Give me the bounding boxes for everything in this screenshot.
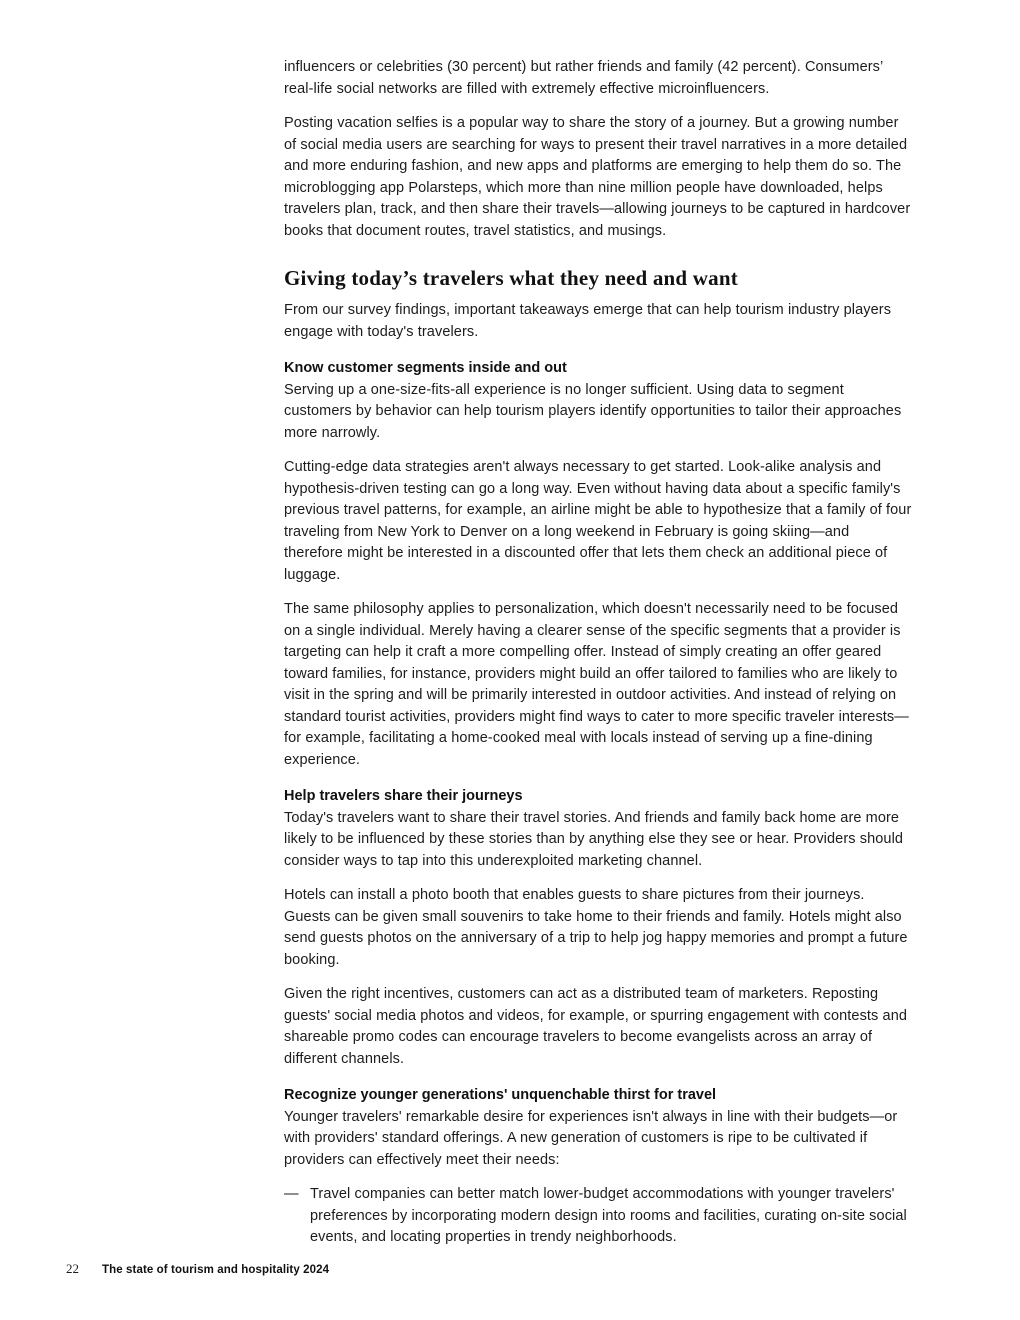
section-heading: Giving today’s travelers what they need and want (284, 266, 738, 290)
page-footer (66, 1261, 329, 1277)
subheading-recognize-younger-generations: Recognize younger generations' unquenchable thirst for travel (284, 1087, 717, 1103)
paragraph: Today's travelers want to share their travel stories. And friends and family back home are more likely to be influenced by these stories than by anything else they see or hear. Providers should consider ways to tap into this underexploited marketing channel. (284, 809, 904, 869)
paragraph: Younger travelers' remarkable desire for experiences isn't always in line with their budgets—or with providers' standard offerings. A new generation of customers is ripe to be cultivated if providers can effectively meet their needs: (284, 1108, 898, 1168)
list-item (284, 1184, 912, 1249)
subheading-know-customer-segments: Know customer segments inside and out (284, 360, 567, 376)
paragraph: Cutting-edge data strategies aren't always necessary to get started. Look-alike analysis and hypothesis-driven testing can go a long way. Even without having data about a specific family's previous travel patterns, for example, an airline might be able to hypothesize that a family of four traveling from New York to Denver on a long weekend in February is going skiing—and therefore might be interested in a discounted offer that lets them check an additional piece of luggage. (284, 459, 912, 583)
footer-report-title: The state of tourism and hospitality 2024 (102, 1264, 330, 1276)
paragraph: Posting vacation selfies is a popular way to share the story of a journey. But a growing number of social media users are searching for ways to present their travel narratives in a more detailed and more enduring fashion, and new apps and platforms are emerging to help them do so. The microblogging app Polarsteps, which more than nine million people have downloaded, helps travelers plan, track, and then share their travels—allowing journeys to be captured in hardcover books that document routes, travel statistics, and musings. (284, 115, 911, 239)
page-number: 22 (66, 1261, 79, 1276)
page-content (284, 57, 912, 1249)
subheading-help-travelers-share: Help travelers share their journeys (284, 788, 523, 804)
list-item-text: Travel companies can better match lower-budget accommodations with younger travelers' preferences by incorporating modern design into rooms and facilities, curating on-site social events, and locating properties in trendy neighborhoods. (310, 1186, 907, 1245)
paragraph: Given the right incentives, customers can act as a distributed team of marketers. Reposting guests' social media photos and videos, for example, or spurring engagement with contests and shareable promo codes can encourage travelers to become evangelists across an array of different channels. (284, 986, 908, 1067)
paragraph: From our survey findings, important takeaways emerge that can help tourism industry players engage with today's travelers. (284, 302, 892, 340)
bullet-dash: — (284, 1186, 299, 1202)
paragraph: influencers or celebrities (30 percent) but rather friends and family (42 percent). Consumers’ real-life social networks are filled with extremely effective microinfluencers. (284, 59, 883, 97)
paragraph: Hotels can install a photo booth that enables guests to share pictures from their journeys. Guests can be given small souvenirs to take home to their friends and family. Hotels might also send guests photos on the anniversary of a trip to help jog happy memories and prompt a future booking. (284, 887, 908, 968)
paragraph: Serving up a one-size-fits-all experience is no longer sufficient. Using data to segment customers by behavior can help tourism players identify opportunities to tailor their approaches more narrowly. (284, 381, 902, 441)
paragraph: The same philosophy applies to personalization, which doesn't necessarily need to be focused on a single individual. Merely having a clearer sense of the specific segments that a provider is targeting can help it craft a more compelling offer. Instead of simply creating an offer geared toward families, for instance, providers might build an offer tailored to families who are likely to visit in the spring and will be primarily interested in outdoor activities. And instead of relying on standard tourist activities, providers might find ways to cater to more specific traveler interests—for example, facilitating a home-cooked meal with locals instead of serving up a fine-dining experience. (284, 601, 909, 768)
